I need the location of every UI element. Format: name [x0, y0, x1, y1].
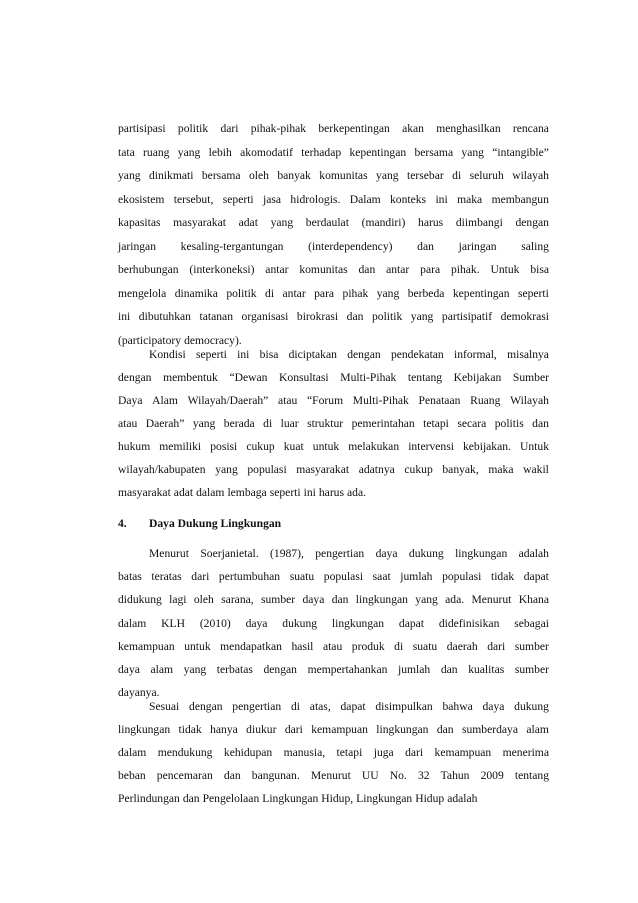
- text-line: daya alam yang terbatas dengan mempertahankan jumlah dan kualitas sumber: [118, 663, 549, 676]
- text-line: Perlindungan dan Pengelolaan Lingkungan Hidup, Lingkungan Hidup adalah: [118, 792, 478, 805]
- section-number: 4.: [118, 517, 127, 530]
- text-line: didukung lagi oleh sarana, sumber daya dan lingkungan yang ada. Menurut Khana: [118, 593, 549, 607]
- text-line: Menurut Soerjanietal. (1987), pengertian daya dukung lingkungan adalah: [149, 547, 549, 560]
- text-line: kapasitas masyarakat adat yang berdaulat (mandiri) harus diimbangi dengan: [118, 216, 549, 229]
- text-line: dayanya.: [118, 686, 160, 700]
- text-line: Kondisi seperti ini bisa diciptakan dengan pendekatan informal, misalnya: [149, 348, 549, 361]
- text-line: atau Daerah” yang berada di luar struktur pemerintahan tetapi secara politis dan: [118, 417, 549, 430]
- text-line: (participatory democracy).: [118, 333, 242, 347]
- text-line: dalam mendukung kehidupan manusia, tetapi juga dari kemampuan menerima: [118, 746, 549, 759]
- text-line: partisipasi politik dari pihak-pihak berkepentingan akan menghasilkan rencana: [118, 122, 549, 135]
- text-line: kemampuan untuk mendapatkan hasil atau produk di suatu daerah dari sumber: [118, 639, 549, 653]
- text-line: hukum memiliki posisi cukup kuat untuk melakukan intervensi kebijakan. Untuk: [118, 440, 549, 453]
- text-line: dalam KLH (2010) daya dukung lingkungan dapat didefinisikan sebagai: [118, 616, 549, 630]
- text-line: Daya Alam Wilayah/Daerah” atau “Forum Multi-Pihak Penataan Ruang Wilayah: [118, 394, 549, 407]
- text-line: tata ruang yang lebih akomodatif terhadap kepentingan bersama yang “intangible”: [118, 145, 549, 159]
- text-line: ini dibutuhkan tatanan organisasi birokrasi dan politik yang partisipatif demokrasi: [118, 310, 549, 323]
- section-title: Daya Dukung Lingkungan: [149, 517, 282, 530]
- text-line: berhubungan (interkoneksi) antar komunitas dan antar para pihak. Untuk bisa: [118, 263, 549, 276]
- text-line: masyarakat adat dalam lembaga seperti ini harus ada.: [118, 486, 366, 499]
- text-line: batas teratas dari pertumbuhan suatu populasi saat jumlah populasi tidak dapat: [118, 570, 549, 584]
- text-line: lingkungan tidak hanya diukur dari kemampuan lingkungan dan sumberdaya alam: [118, 723, 549, 736]
- text-line: wilayah/kabupaten yang populasi masyarakat adatnya cukup banyak, maka wakil: [118, 463, 549, 476]
- text-line: jaringan kesaling-tergantungan (interdependency) dan jaringan saling: [118, 239, 549, 253]
- text-line: beban pencemaran dan bangunan. Menurut UU No. 32 Tahun 2009 tentang: [118, 769, 549, 782]
- text-line: yang dinikmati bersama oleh banyak komunitas yang tersebar di seluruh wilayah: [118, 169, 549, 182]
- text-line: ekosistem tersebut, seperti jasa hidrologis. Dalam konteks ini maka membangun: [118, 192, 549, 206]
- text-line: dengan membentuk “Dewan Konsultasi Multi-Pihak tentang Kebijakan Sumber: [118, 371, 549, 384]
- text-line: Sesuai dengan pengertian di atas, dapat disimpulkan bahwa daya dukung: [149, 700, 549, 713]
- text-line: mengelola dinamika politik di antar para pihak yang berbeda kepentingan seperti: [118, 286, 549, 300]
